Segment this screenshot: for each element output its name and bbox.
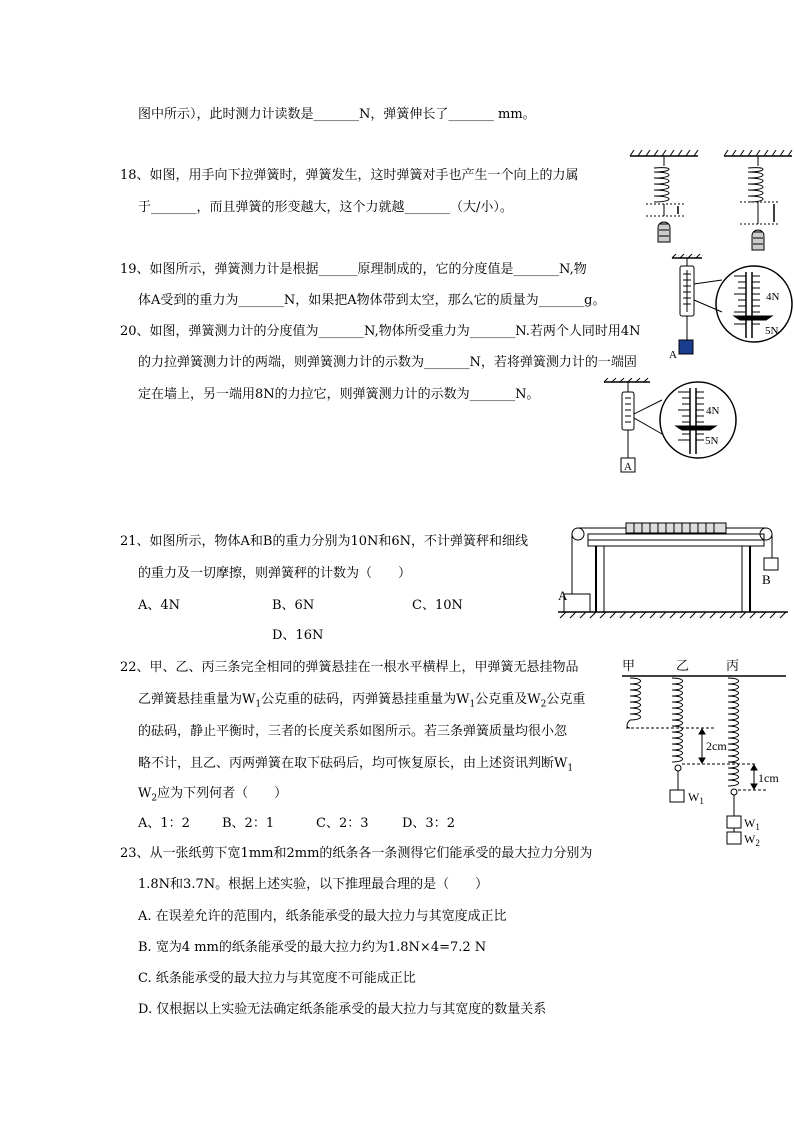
q18-line-1: 18、如图，用手向下拉弹簧时，弹簧发生，这时弹簧对手也产生一个向上的力属 (120, 168, 579, 183)
q22-fig-label-w2: $W_2$ (744, 832, 760, 848)
q21-line-2: 的重力及一切摩擦，则弹簧秤的计数为（ ） (138, 566, 412, 581)
q23-option-c[interactable]: C. 纸条能承受的最大拉力与其宽度不可能成正比 (138, 971, 416, 986)
q21-fig-label-b: B (762, 572, 771, 587)
q22-fig-label-2cm: 2cm (706, 739, 727, 753)
q23-line-1: 23、从一张纸剪下宽1mm和2mm的纸条各一条测得它们能承受的最大拉力分别为 (120, 846, 593, 861)
q19-fig-label-4n: 4N (766, 291, 780, 303)
q23-option-a[interactable]: A. 在误差允许的范围内，纸条能承受的最大拉力与其宽度成正比 (138, 909, 507, 924)
q22-fig-label-w1b: $W_1$ (744, 816, 760, 832)
q20-fig-label-a: A (624, 461, 632, 473)
q21-option-d[interactable]: D、16N (272, 628, 324, 643)
q20-line-1: 20、如图，弹簧测力计的分度值为_______N,物体所受重力为_______N.若两个人同时用4N (120, 324, 641, 339)
q20-line-2: 的力拉弹簧测力计的两端，则弹簧测力计的示数为_______N，若将弹簧测力计的一端固 (138, 355, 637, 370)
q22-fig-label-1cm: 1cm (758, 771, 779, 785)
q22-line-4: 略不计，且乙、丙两弹簧在取下砝码后，均可恢复原长，由上述资讯判断$W_1$ (138, 756, 574, 774)
q20-fig-label-5n: 5N (705, 435, 719, 447)
q21-fig-label-a: A (558, 588, 568, 603)
q22-line-1: 22、甲、乙、丙三条完全相同的弹簧悬挂在一根水平横桿上，甲弹簧无悬挂物品 (120, 660, 579, 675)
q20-fig-label-4n: 4N (706, 405, 720, 417)
q22-line-5: $W_2$应为下列何者（ ） (138, 786, 288, 804)
q22-option-c[interactable]: C、2：3 (316, 816, 369, 831)
q22-fig-label-bing: 丙 (726, 658, 740, 673)
q22-option-d[interactable]: D、3：2 (402, 816, 455, 831)
q19-fig-label-a: A (669, 349, 677, 361)
q21-option-b[interactable]: B、6N (272, 598, 315, 613)
q19-spring-scale-figure (662, 254, 794, 364)
q19-line-2: 体A受到的重力为_______N，如果把A物体带到太空，那么它的质量为_______g。 (138, 293, 606, 308)
q21-line-1: 21、如图所示，物体A和B的重力分别为10N和6N，不计弹簧秤和细线 (120, 534, 529, 549)
q21-option-c[interactable]: C、10N (412, 598, 463, 613)
q22-three-springs-figure (616, 656, 788, 848)
q22-fig-label-yi: 乙 (676, 658, 690, 673)
q22-line-2: 乙弹簧悬挂重量为$W_1$公克重的砝码，丙弹簧悬挂重量为$W_1$公克重及$W_2$公克重 (138, 692, 586, 710)
q18-line-2: 于_______，而且弹簧的形变越大，这个力就越_______（大/小）。 (138, 200, 513, 215)
q21-option-a[interactable]: A、4N (138, 598, 181, 613)
q20-spring-scale-figure (600, 378, 750, 478)
q22-fig-label-jia: 甲 (622, 658, 636, 673)
q19-fig-label-5n: 5N (765, 325, 779, 337)
q22-line-3: 的砝码，静止平衡时，三者的长度关系如图所示。若三条弹簧质量均很小忽 (138, 724, 568, 739)
q23-option-b[interactable]: B. 宽为4 mm的纸条能承受的最大拉力约为1.8N×4=7.2 N (138, 940, 487, 955)
q17-line: 图中所示），此时测力计读数是_______N，弹簧伸长了_______ mm。 (138, 107, 536, 122)
q22-option-b[interactable]: B、2：1 (222, 816, 275, 831)
q22-fig-label-w1: $W_1$ (688, 790, 704, 806)
q19-line-1: 19、如图所示，弹簧测力计是根据______原理制成的，它的分度值是_______N,物 (120, 262, 587, 277)
q22-option-a[interactable]: A、1：2 (138, 816, 190, 831)
q21-table-pulley-figure (556, 518, 790, 624)
q18-spring-hand-figure (628, 150, 794, 256)
q20-line-3: 定在墙上，另一端用8N的力拉它，则弹簧测力计的示数为_______N。 (138, 387, 540, 402)
q23-line-2: 1.8N和3.7N。根据上述实验，以下推理最合理的是（ ） (138, 877, 489, 892)
q23-option-d[interactable]: D. 仅根据以上实验无法确定纸条能承受的最大拉力与其宽度的数量关系 (138, 1002, 547, 1017)
